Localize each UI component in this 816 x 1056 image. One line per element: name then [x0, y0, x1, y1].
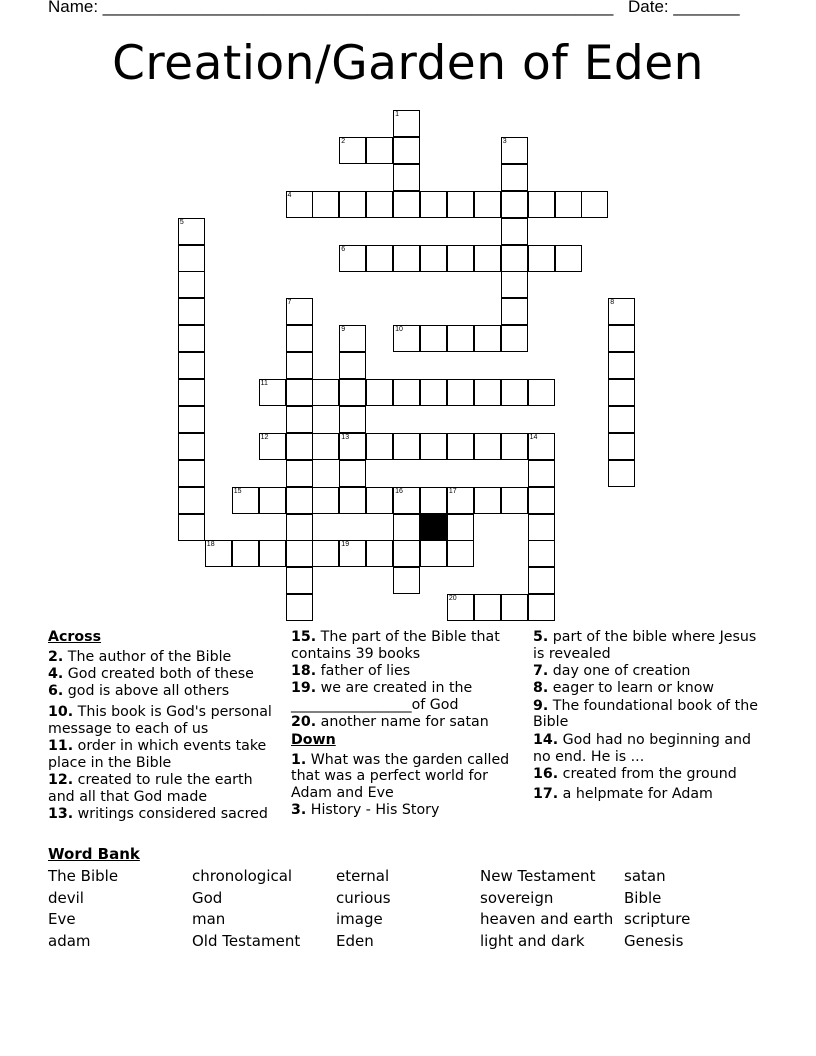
crossword-cell[interactable]	[286, 540, 313, 567]
word-bank-word: eternal	[336, 867, 390, 885]
crossword-cell[interactable]	[447, 514, 474, 541]
crossword-cell[interactable]	[178, 325, 205, 352]
crossword-cell[interactable]	[393, 325, 420, 352]
crossword-cell[interactable]	[178, 218, 205, 245]
crossword-cell[interactable]	[528, 567, 555, 594]
crossword-cell[interactable]	[501, 594, 528, 621]
crossword-cell[interactable]	[608, 352, 635, 379]
clue-number: 7	[287, 299, 292, 307]
crossword-cell[interactable]	[474, 487, 501, 514]
crossword-cell[interactable]	[608, 379, 635, 406]
crossword-cell[interactable]	[178, 487, 205, 514]
across-clue: 12. created to rule the earth and all that God made	[48, 772, 253, 806]
crossword-cell[interactable]	[528, 540, 555, 567]
crossword-cell[interactable]	[178, 271, 205, 298]
across-heading: Across	[48, 629, 102, 645]
crossword-cell[interactable]	[178, 352, 205, 379]
crossword-cell[interactable]	[259, 379, 286, 406]
crossword-cell[interactable]	[501, 433, 528, 460]
clue-number: 17	[448, 487, 457, 495]
crossword-cell[interactable]	[339, 325, 366, 352]
crossword-cell[interactable]	[420, 191, 447, 218]
crossword-cell[interactable]	[447, 191, 474, 218]
crossword-cell[interactable]	[393, 540, 420, 567]
word-bank-word: The Bible	[48, 867, 119, 885]
word-bank-word: Eden	[336, 931, 374, 950]
crossword-cell[interactable]	[393, 487, 420, 514]
down-clue: 5. part of the bible where Jesus is revealed	[533, 629, 757, 662]
clue-number: 18	[206, 541, 215, 549]
crossword-cell[interactable]	[393, 514, 420, 541]
clue-number: 6	[341, 245, 346, 253]
crossword-cell[interactable]	[501, 325, 528, 352]
clue-number: 13	[341, 433, 350, 441]
crossword-cell[interactable]	[528, 514, 555, 541]
crossword-cell[interactable]	[447, 594, 474, 621]
crossword-cell[interactable]	[393, 379, 420, 406]
word-bank-word: devil	[48, 888, 84, 907]
clue-number: 19	[341, 541, 350, 549]
crossword-cell[interactable]	[339, 540, 366, 567]
crossword-cell[interactable]	[366, 137, 393, 164]
crossword-cell[interactable]	[286, 514, 313, 541]
crossword-cell[interactable]	[447, 325, 474, 352]
crossword-cell[interactable]	[501, 164, 528, 191]
crossword-cell[interactable]	[393, 567, 420, 594]
clue-number: 20	[448, 595, 457, 603]
clue-number: 11	[260, 380, 268, 387]
crossword-cell[interactable]	[339, 245, 366, 272]
crossword-cell[interactable]	[528, 379, 555, 406]
clue-number: 5	[179, 218, 184, 226]
crossword-cell[interactable]	[366, 379, 393, 406]
crossword-cell[interactable]	[232, 540, 259, 567]
word-bank-word: Eve	[48, 910, 76, 928]
date-field-label[interactable]: Date: _______	[628, 0, 740, 16]
crossword-cell[interactable]	[339, 460, 366, 487]
clue-number: 10	[395, 326, 403, 334]
crossword-cell[interactable]	[420, 540, 447, 567]
crossword-cell[interactable]	[286, 594, 313, 621]
crossword-cell[interactable]	[420, 245, 447, 272]
crossword-cell[interactable]	[393, 137, 420, 164]
crossword-cell[interactable]	[501, 271, 528, 298]
crossword-cell[interactable]	[501, 191, 528, 218]
word-bank-word: man	[192, 910, 226, 928]
crossword-cell[interactable]	[528, 460, 555, 487]
crossword-cell[interactable]	[528, 433, 555, 460]
down-clue: 7. day one of creation	[533, 663, 691, 680]
crossword-cell[interactable]	[501, 137, 528, 164]
crossword-cell[interactable]	[259, 487, 286, 514]
down-clue: 9. The foundational book of the Bible	[533, 697, 758, 731]
word-bank-word: Genesis	[624, 931, 684, 950]
crossword-cell[interactable]	[339, 487, 366, 514]
crossword-cell[interactable]	[286, 567, 313, 594]
across-clue: 15. The part of the Bible that contains 39 books	[291, 629, 500, 662]
clue-number: 8	[610, 299, 615, 307]
word-bank-word: adam	[48, 931, 91, 950]
clue-number: 2	[341, 137, 346, 145]
crossword-cell[interactable]	[312, 191, 339, 218]
clue-number: 3	[502, 137, 507, 145]
crossword-cell[interactable]	[393, 191, 420, 218]
clue-number: 14	[529, 433, 538, 441]
crossword-cell[interactable]	[474, 433, 501, 460]
crossword-cell[interactable]	[339, 406, 366, 433]
crossword-cell[interactable]	[474, 245, 501, 272]
clue-number: 12	[260, 433, 269, 441]
across-clue: 10. This book is God's personal message to each of us	[48, 704, 272, 737]
clue-number: 4	[287, 191, 292, 199]
crossword-cell[interactable]	[286, 379, 313, 406]
word-bank-title: Word Bank	[48, 845, 140, 863]
crossword-cell[interactable]	[312, 379, 339, 406]
crossword-cell[interactable]	[474, 191, 501, 218]
crossword-cell[interactable]	[528, 191, 555, 218]
name-field-label[interactable]: Name: ______________________________________________________	[48, 0, 614, 16]
crossword-cell[interactable]	[501, 298, 528, 325]
word-bank	[48, 845, 768, 950]
clue-number: 9	[341, 326, 346, 334]
across-clue: 13. writings considered sacred	[48, 806, 268, 823]
across-clue: 4. God created both of these	[48, 666, 254, 683]
down-clue: 16. created from the ground	[533, 765, 737, 782]
down-clue: 8. eager to learn or know	[533, 680, 714, 697]
crossword-cell[interactable]	[608, 406, 635, 433]
crossword-cell[interactable]	[608, 433, 635, 460]
word-bank-word: Bible	[624, 888, 662, 907]
crossword-cell[interactable]	[286, 460, 313, 487]
crossword-cell[interactable]	[393, 433, 420, 460]
crossword-cell[interactable]	[420, 379, 447, 406]
crossword-cell[interactable]	[528, 245, 555, 272]
crossword-cell[interactable]	[528, 487, 555, 514]
crossword-cell[interactable]	[366, 245, 393, 272]
word-bank-word: scripture	[624, 910, 691, 928]
crossword-cell[interactable]	[366, 487, 393, 514]
word-bank-word: Old Testament	[192, 931, 301, 950]
crossword-cell[interactable]	[286, 352, 313, 379]
crossword-cell[interactable]	[447, 487, 474, 514]
crossword-cell[interactable]	[286, 325, 313, 352]
crossword-cell[interactable]	[178, 379, 205, 406]
crossword-cell[interactable]	[339, 352, 366, 379]
crossword-cell[interactable]	[232, 487, 259, 514]
crossword-cell[interactable]	[393, 245, 420, 272]
word-bank-word: curious	[336, 888, 391, 907]
across-clue: 11. order in which events take place in the Bible	[48, 738, 267, 772]
crossword-cell[interactable]	[339, 379, 366, 406]
crossword-cell[interactable]	[205, 540, 232, 567]
crossword-cell[interactable]	[339, 137, 366, 164]
crossword-cell[interactable]	[447, 245, 474, 272]
crossword-cell[interactable]	[286, 406, 313, 433]
crossword-cell[interactable]	[474, 594, 501, 621]
crossword-cell[interactable]	[608, 460, 635, 487]
crossword-cell[interactable]	[420, 325, 447, 352]
across-clue: 20. another name for satan	[291, 714, 489, 731]
crossword-cell[interactable]	[420, 487, 447, 514]
clue-column-2	[291, 629, 526, 820]
crossword-cell[interactable]	[581, 191, 608, 218]
crossword-cell[interactable]	[178, 514, 205, 541]
down-clue: 17. a helpmate for Adam	[533, 785, 713, 802]
clue-column-1	[48, 629, 280, 824]
across-clue: 6. god is above all others	[48, 683, 230, 700]
crossword-cell[interactable]	[608, 298, 635, 325]
page-title: Creation/Garden of Eden	[112, 36, 704, 91]
crossword-cell[interactable]	[178, 245, 205, 272]
crossword-cell[interactable]	[178, 406, 205, 433]
crossword-cell[interactable]	[366, 540, 393, 567]
crossword-cell[interactable]	[286, 487, 313, 514]
crossword-black-cell	[420, 514, 447, 541]
crossword-cell[interactable]	[393, 164, 420, 191]
word-bank-word: sovereign	[480, 888, 554, 907]
crossword-cell[interactable]	[312, 540, 339, 567]
crossword-cell[interactable]	[447, 433, 474, 460]
crossword-cell[interactable]	[286, 298, 313, 325]
crossword-cell[interactable]	[555, 191, 582, 218]
word-bank-word: New Testament	[480, 867, 596, 885]
crossword-cell[interactable]	[178, 298, 205, 325]
across-clue: 18. father of lies	[291, 663, 411, 680]
crossword-cell[interactable]	[312, 433, 339, 460]
word-bank-word: God	[192, 888, 223, 907]
down-clue: 1. What was the garden called that was a perfect world for Adam and Eve	[291, 751, 510, 802]
across-clue: 19. we are created in the _________________of God	[291, 680, 473, 714]
crossword-cell[interactable]	[555, 245, 582, 272]
crossword-cell[interactable]	[501, 245, 528, 272]
crossword-cell[interactable]	[474, 379, 501, 406]
word-bank-word: satan	[624, 867, 666, 885]
word-bank-word: light and dark	[480, 931, 585, 950]
crossword-cell[interactable]	[501, 218, 528, 245]
down-clue: 3. History - His Story	[291, 802, 440, 819]
crossword-cell[interactable]	[259, 433, 286, 460]
clue-number: 16	[395, 487, 403, 495]
down-heading: Down	[291, 731, 336, 748]
word-bank-word: image	[336, 910, 383, 928]
crossword-cell[interactable]	[178, 460, 205, 487]
crossword-cell[interactable]	[474, 325, 501, 352]
crossword-cell[interactable]	[366, 433, 393, 460]
word-bank-word: chronological	[192, 867, 293, 885]
word-bank-word: heaven and earth	[480, 910, 614, 928]
crossword-cell[interactable]	[366, 191, 393, 218]
crossword-cell[interactable]	[286, 433, 313, 460]
word-bank-list	[48, 867, 768, 950]
crossword-cell[interactable]	[447, 540, 474, 567]
clue-number: 1	[395, 111, 399, 118]
crossword-cell[interactable]	[312, 487, 339, 514]
crossword-cell[interactable]	[447, 379, 474, 406]
crossword-cell[interactable]	[528, 594, 555, 621]
down-clue: 14. God had no beginning and no end. He is ...	[533, 731, 752, 765]
crossword-cell[interactable]	[339, 433, 366, 460]
clue-number: 15	[233, 487, 242, 495]
across-clue: 2. The author of the Bible	[48, 648, 232, 665]
crossword-cell[interactable]	[420, 433, 447, 460]
crossword-cell[interactable]	[178, 433, 205, 460]
crossword-cell[interactable]	[501, 379, 528, 406]
crossword-cell[interactable]	[608, 325, 635, 352]
crossword-cell[interactable]	[393, 110, 420, 137]
crossword-cell[interactable]	[501, 487, 528, 514]
crossword-cell[interactable]	[286, 191, 313, 218]
crossword-cell[interactable]	[339, 191, 366, 218]
crossword-cell[interactable]	[259, 540, 286, 567]
clue-column-3	[533, 629, 768, 803]
